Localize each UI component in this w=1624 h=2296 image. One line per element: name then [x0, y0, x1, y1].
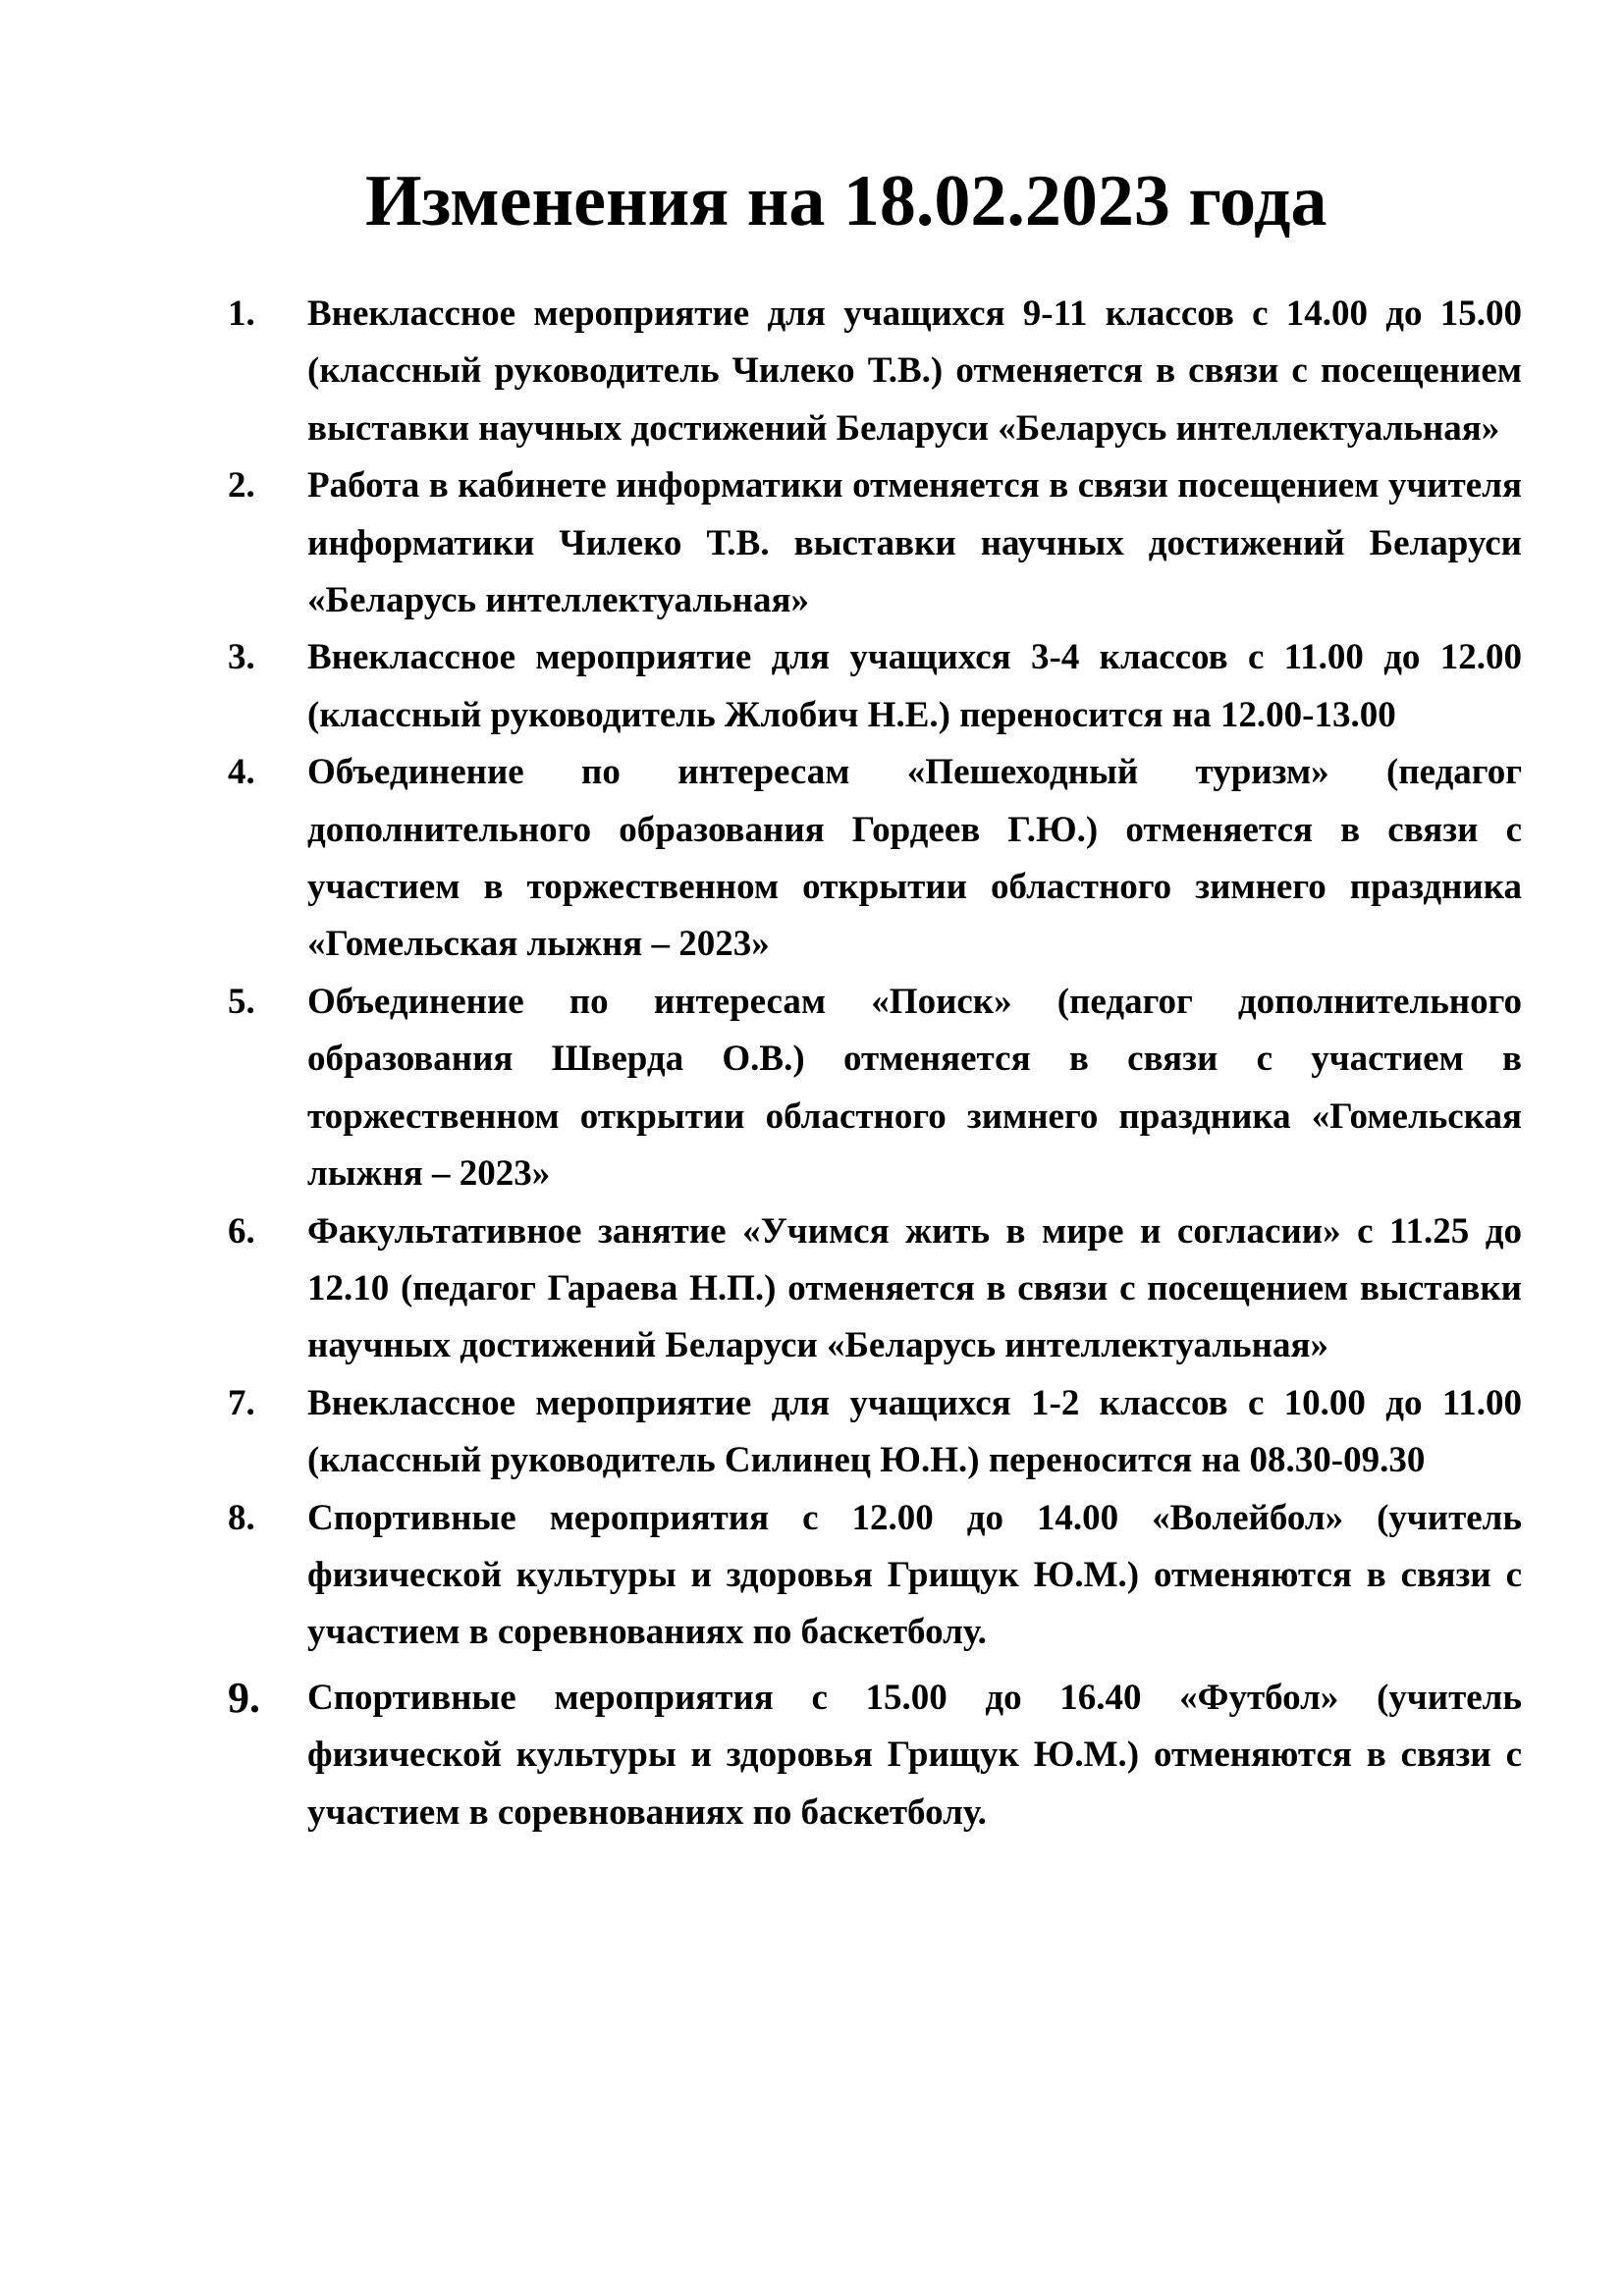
item-number: 6.: [228, 1210, 255, 1252]
list-item: [0, 1670, 1624, 1842]
item-text: Факультативное занятие «Учимся жить в мире и согласии» с 11.25 до 12.10 (педагог Гараева Н.П.) отменяется в связи с посещением выставки научных достижений Беларуси «Беларусь интеллектуальная»: [307, 1210, 1522, 1366]
list-item: [0, 744, 1624, 974]
item-number: 3.: [228, 637, 255, 678]
item-text: Внеклассное мероприятие для учащихся 9-11 классов с 14.00 до 15.00 (классный руководитель Чилеко Т.В.) отменяется в связи с посещением выставки научных достижений Беларуси «Беларусь интеллектуальная»: [307, 294, 1522, 449]
list-item: [0, 1375, 1624, 1490]
item-text: Внеклассное мероприятие для учащихся 1-2 классов с 10.00 до 11.00 (классный руководитель Силинец Ю.Н.) переносится на 08.30-09.30: [307, 1382, 1522, 1481]
item-number: 2.: [228, 465, 255, 507]
list-item: [0, 1203, 1624, 1375]
item-text: Спортивные мероприятия с 15.00 до 16.40 «Футбол» (учитель физической культуры и здоровья Грищук Ю.М.) отменяются в связи с участием в соревнованиях по баскетболу.: [307, 1677, 1522, 1833]
list-item: [0, 1490, 1624, 1662]
item-text: Спортивные мероприятия с 12.00 до 14.00 «Волейбол» (учитель физической культуры и здоровья Грищук Ю.М.) отменяются в связи с участием в соревнованиях по баскетболу.: [307, 1497, 1522, 1653]
item-text: Объединение по интересам «Поиск» (педагог дополнительного образования Шверда О.В.) отменяется в связи с участием в торжественном открытии областного зимнего праздника «Гомельская лыжня – 2023»: [307, 981, 1522, 1195]
item-number: 7.: [228, 1382, 255, 1423]
list-item: [0, 286, 1624, 457]
item-text: Работа в кабинете информатики отменяется в связи посещением учителя информатики Чилеко Т.В. выставки научных достижений Беларуси «Беларусь интеллектуальная»: [307, 465, 1522, 621]
item-number: 5.: [228, 981, 255, 1022]
item-number: 9.: [228, 1673, 260, 1722]
item-number: 8.: [228, 1497, 255, 1538]
list-item: [0, 974, 1624, 1203]
item-text: Объединение по интересам «Пешеходный туризм» (педагог дополнительного образования Гордеев Г.Ю.) отменяется в связи с участием в торжественном открытии областного зимнего праздника «Гомельская лыжня – 2023»: [307, 752, 1522, 965]
list-item: [0, 629, 1624, 744]
list-item: [0, 457, 1624, 629]
item-number: 4.: [228, 752, 255, 793]
item-number: 1.: [228, 294, 255, 334]
document-title: Изменения на 18.02.2023 года: [365, 161, 1327, 241]
changes-list: [0, 286, 1624, 1842]
item-text: Внеклассное мероприятие для учащихся 3-4 классов с 11.00 до 12.00 (классный руководитель Жлобич Н.Е.) переносится на 12.00-13.00: [307, 637, 1522, 735]
